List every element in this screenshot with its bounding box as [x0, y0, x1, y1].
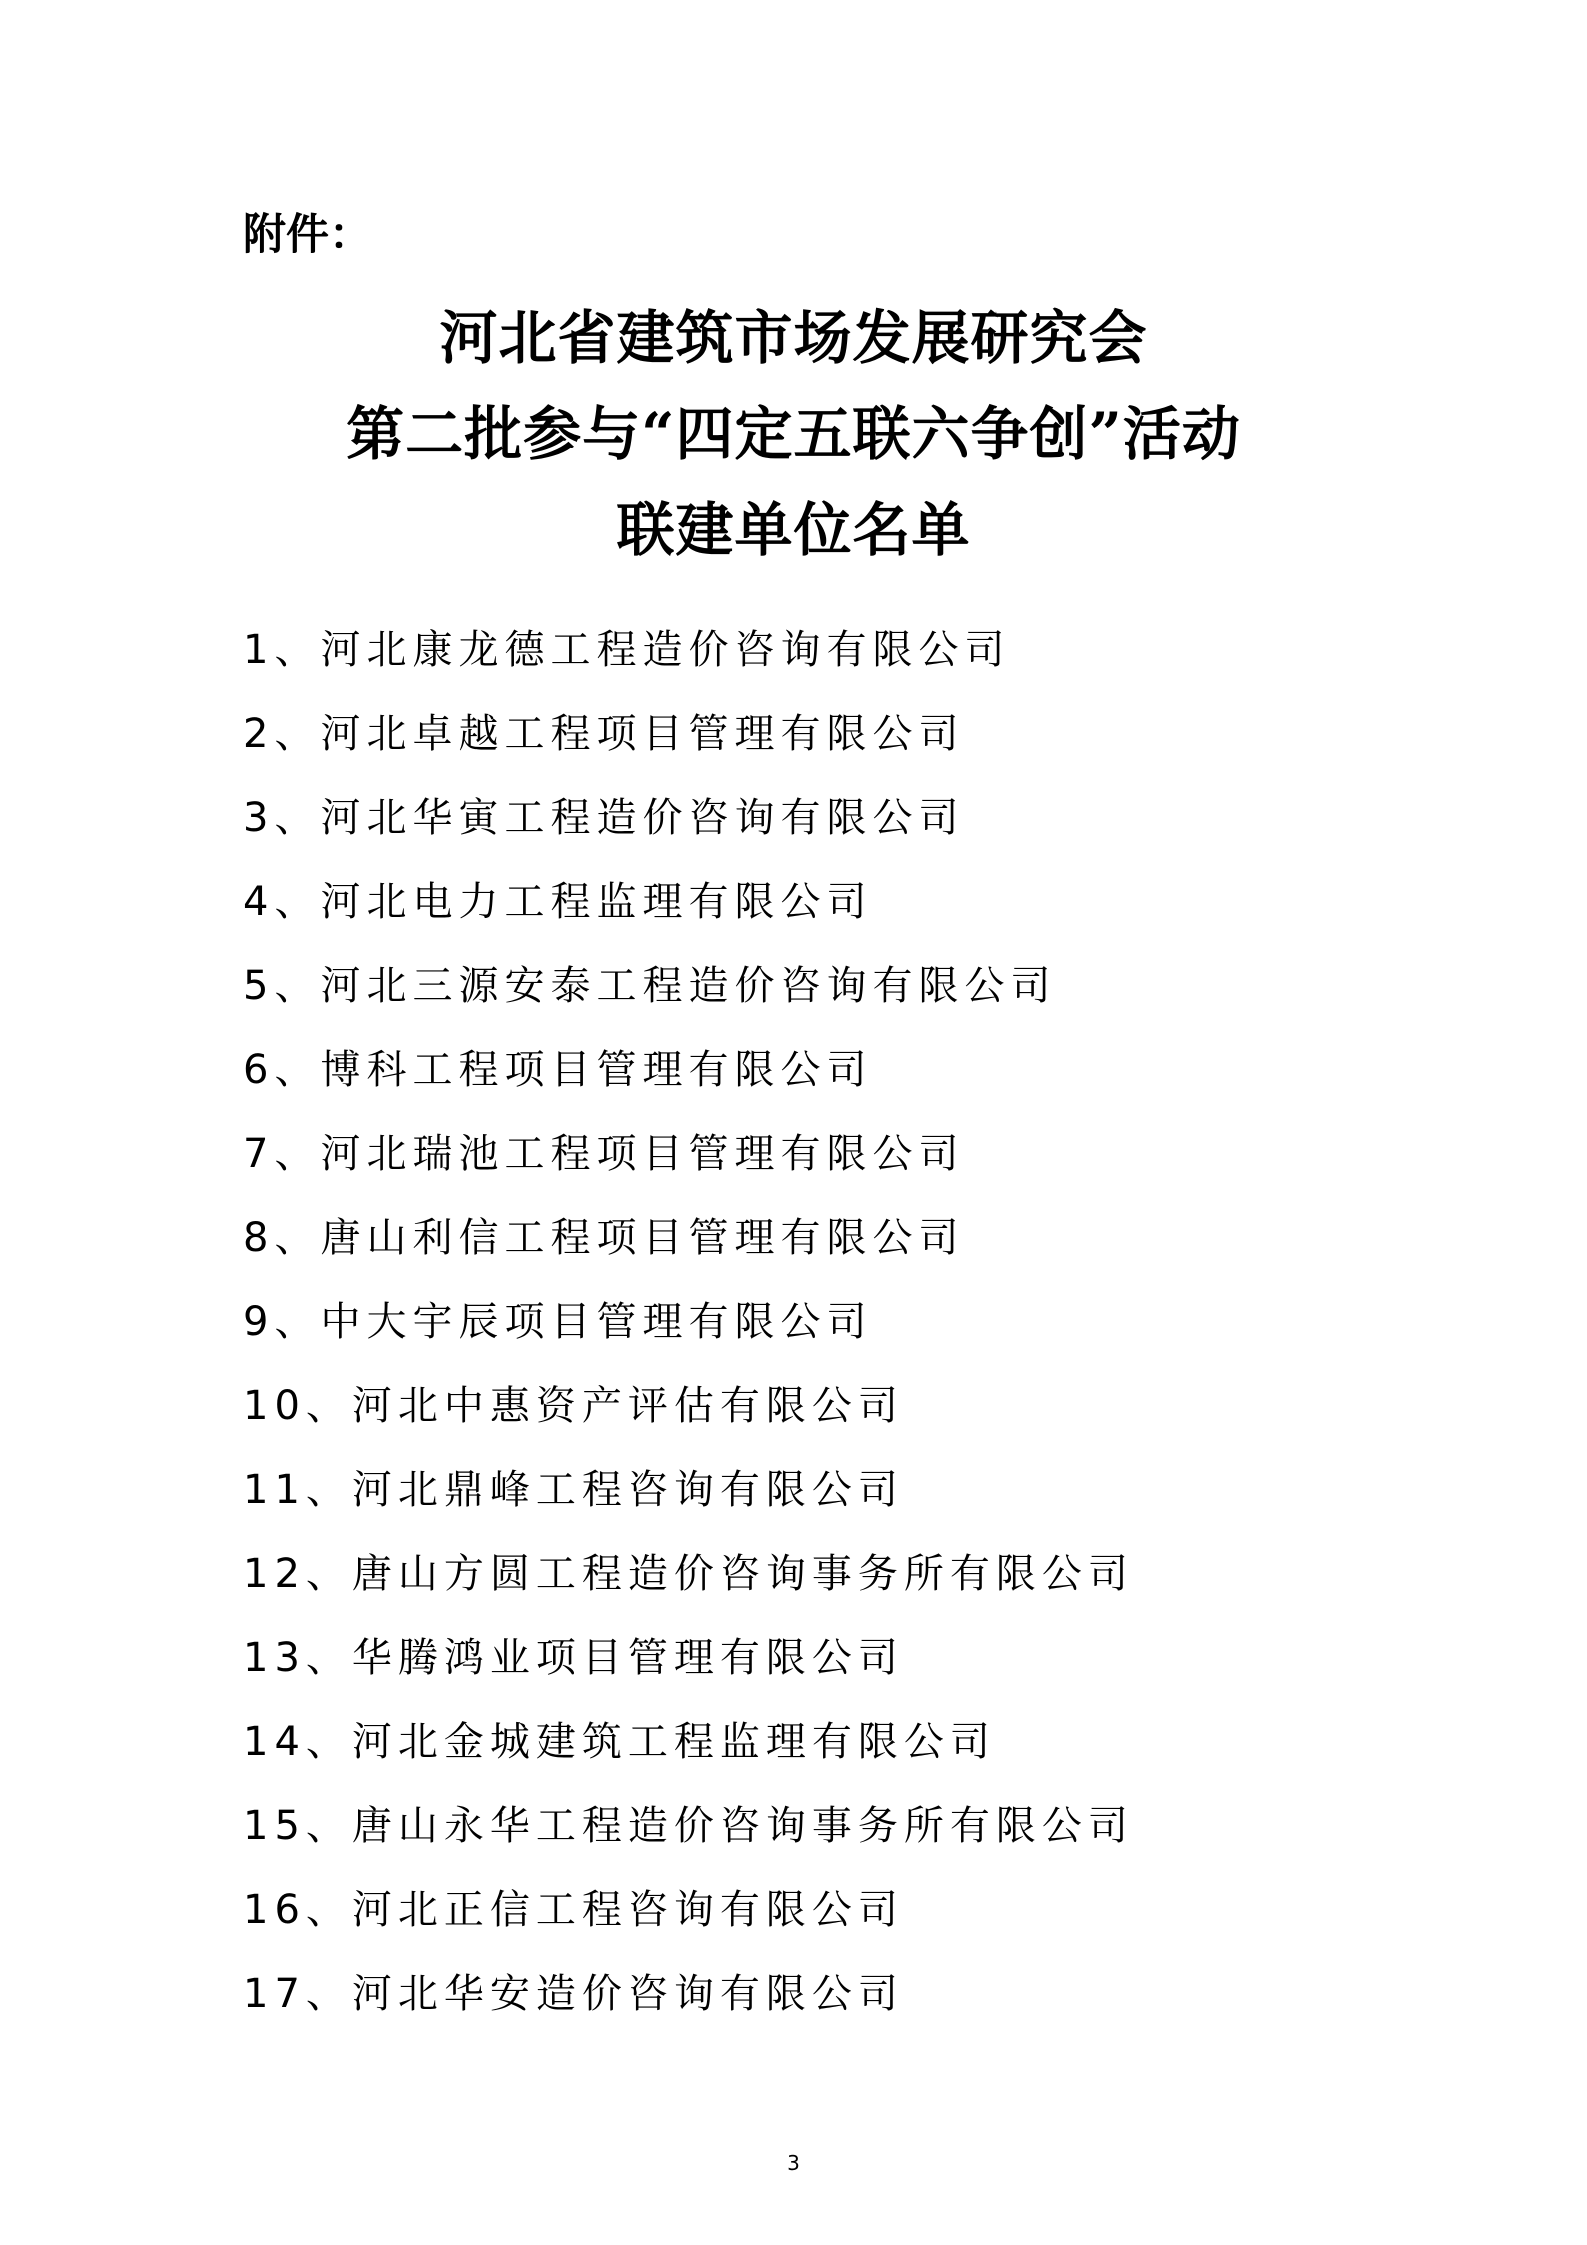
list-item: 9、中大宇辰项目管理有限公司: [243, 1299, 873, 1345]
company-list: [243, 608, 1134, 2036]
list-item: 3、河北华寅工程造价咨询有限公司: [243, 795, 965, 841]
list-item: 17、河北华安造价咨询有限公司: [243, 1971, 904, 2017]
list-item: 5、河北三源安泰工程造价咨询有限公司: [243, 963, 1057, 1009]
list-item: 2、河北卓越工程项目管理有限公司: [243, 711, 965, 757]
document-title: [0, 290, 1587, 578]
list-item: 4、河北电力工程监理有限公司: [243, 879, 873, 925]
list-item: 1、河北康龙德工程造价咨询有限公司: [243, 627, 1011, 673]
list-item: 12、唐山方圆工程造价咨询事务所有限公司: [243, 1551, 1134, 1597]
list-item: 16、河北正信工程咨询有限公司: [243, 1887, 904, 1933]
list-item: 10、河北中惠资产评估有限公司: [243, 1383, 904, 1429]
list-item: 6、博科工程项目管理有限公司: [243, 1047, 873, 1093]
title-line-2: 第二批参与“四定五联六争创”活动: [346, 400, 1241, 468]
list-item: 11、河北鼎峰工程咨询有限公司: [243, 1467, 904, 1513]
attachment-label: 附件：: [243, 210, 372, 260]
title-line-1: 河北省建筑市场发展研究会: [439, 304, 1148, 372]
list-item: 8、唐山利信工程项目管理有限公司: [243, 1215, 965, 1261]
list-item: 14、河北金城建筑工程监理有限公司: [243, 1719, 996, 1765]
list-item: 7、河北瑞池工程项目管理有限公司: [243, 1131, 965, 1177]
list-item: 15、唐山永华工程造价咨询事务所有限公司: [243, 1803, 1134, 1849]
list-item: 13、华腾鸿业项目管理有限公司: [243, 1635, 904, 1681]
title-line-3: 联建单位名单: [616, 496, 971, 564]
page-number: 3: [787, 2151, 800, 2175]
